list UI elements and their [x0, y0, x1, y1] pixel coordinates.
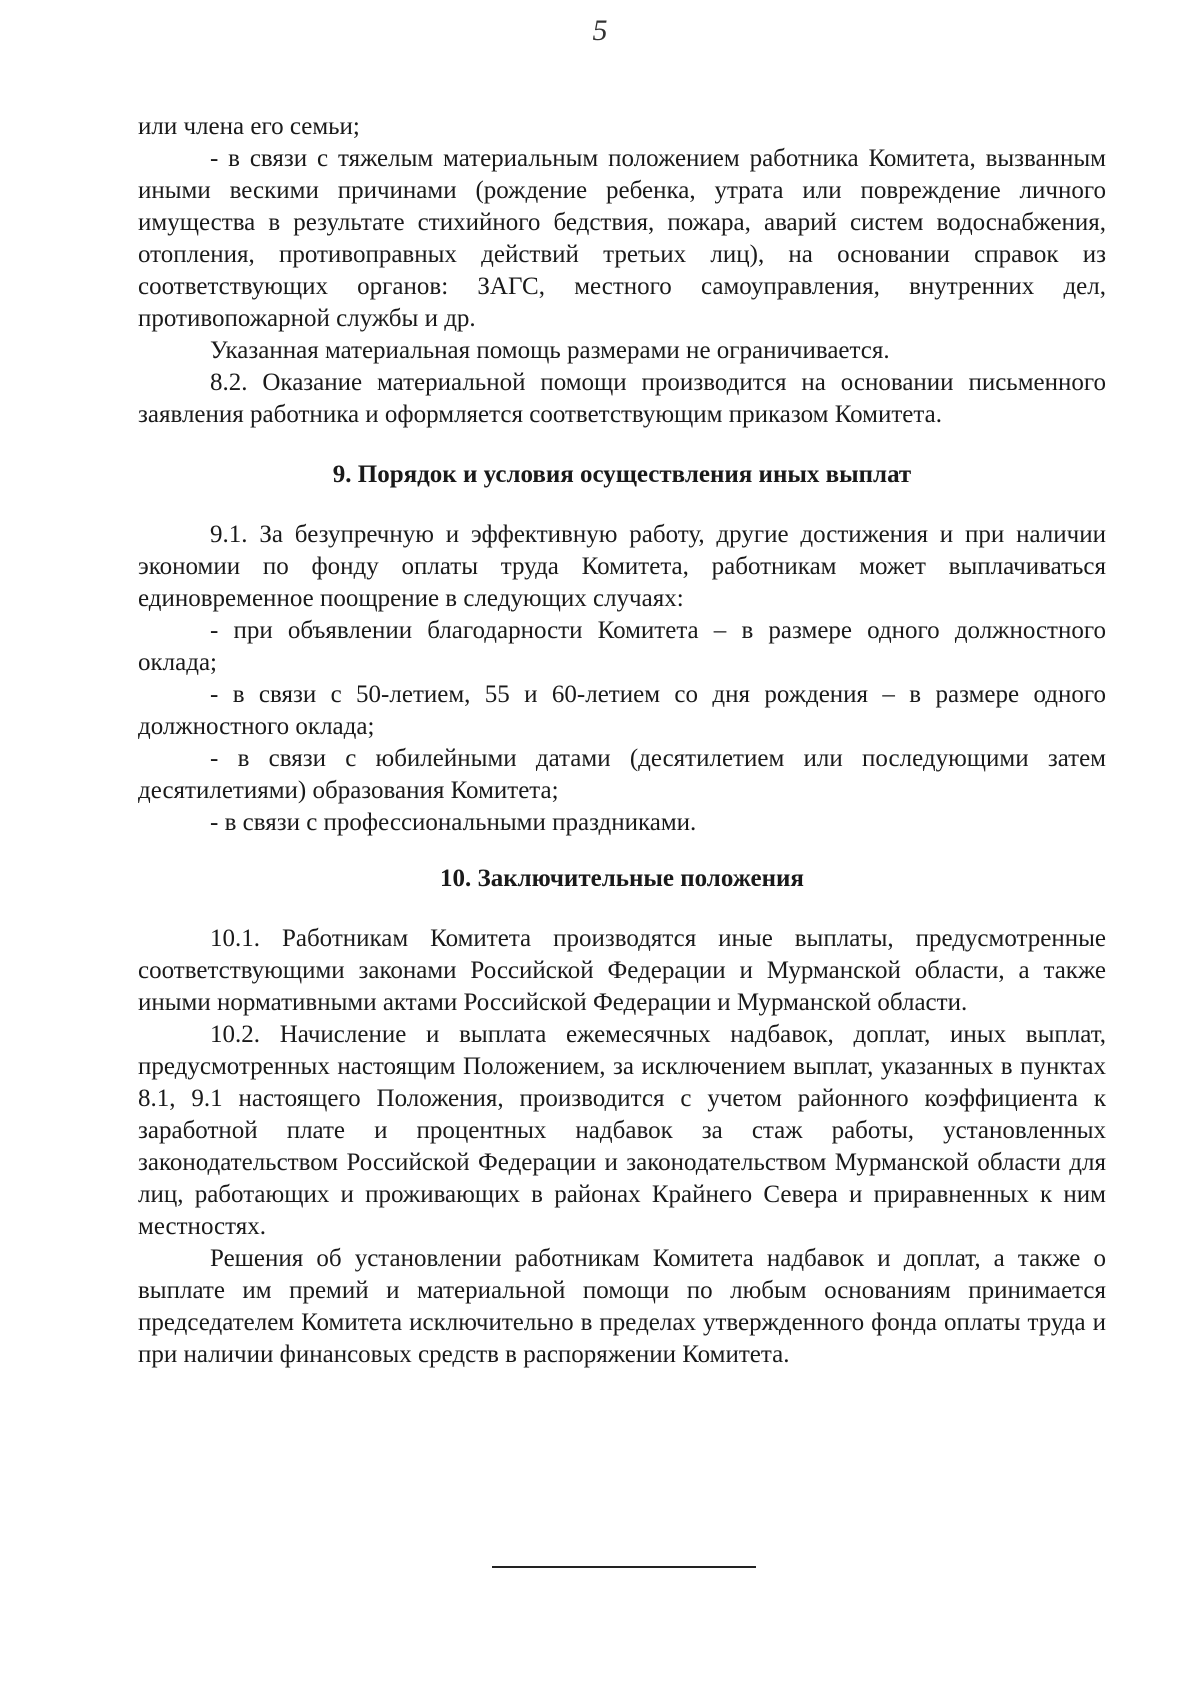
section-heading-9: 9. Порядок и условия осуществления иных выплат	[332, 461, 912, 488]
paragraph: - при объявлении благодарности Комитета – в размере одного должностного оклада;	[138, 617, 1106, 676]
paragraph: - в связи с 50-летием, 55 и 60-летием со дня рождения – в размере одного должностного оклада;	[138, 681, 1106, 740]
paragraph: 10.1. Работникам Комитета производятся иные выплаты, предусмотренные соответствующими законами Российской Федерации и Мурманской области, а также иными нормативными актами Российской Федерации и Мурманской области.	[138, 925, 1106, 1016]
document-body	[138, 111, 1106, 1371]
paragraph: 8.2. Оказание материальной помощи производится на основании письменного заявления работника и оформляется соответствующим приказом Комитета.	[138, 369, 1106, 428]
paragraph: - в связи с тяжелым материальным положением работника Комитета, вызванным иными вескими причинами (рождение ребенка, утрата или повреждение личного имущества в результате стихийного бедствия, пожара, аварий систем водоснабжения, отопления, противоправных действий третьих лиц), на основании справок из соответствующих органов: ЗАГС, местного самоуправления, внутренних дел, противопожарной службы и др.	[138, 145, 1106, 332]
paragraph: 9.1. За безупречную и эффективную работу, другие достижения и при наличии экономии по фонду оплаты труда Комитета, работникам может выплачиваться единовременное поощрение в следующих случаях:	[138, 521, 1106, 612]
section-heading-10: 10. Заключительные положения	[440, 865, 804, 892]
end-divider	[492, 1566, 756, 1568]
paragraph: - в связи с профессиональными праздниками.	[210, 809, 697, 836]
page-number: 5	[592, 14, 608, 47]
paragraph: - в связи с юбилейными датами (десятилетием или последующими затем десятилетиями) образования Комитета;	[138, 745, 1106, 804]
paragraph: Указанная материальная помощь размерами не ограничивается.	[210, 337, 890, 364]
paragraph: 10.2. Начисление и выплата ежемесячных надбавок, доплат, иных выплат, предусмотренных настоящим Положением, за исключением выплат, указанных в пунктах 8.1, 9.1 настоящего Положения, производится с учетом районного коэффициента к заработной плате и процентных надбавок за стаж работы, установленных законодательством Российской Федерации и законодательством Мурманской области для лиц, работающих и проживающих в районах Крайнего Севера и приравненных к ним местностях.	[138, 1021, 1106, 1240]
paragraph: или члена его семьи;	[138, 113, 360, 140]
paragraph: Решения об установлении работникам Комитета надбавок и доплат, а также о выплате им премий и материальной помощи по любым основаниям принимается председателем Комитета исключительно в пределах утвержденного фонда оплаты труда и при наличии финансовых средств в распоряжении Комитета.	[138, 1245, 1106, 1368]
